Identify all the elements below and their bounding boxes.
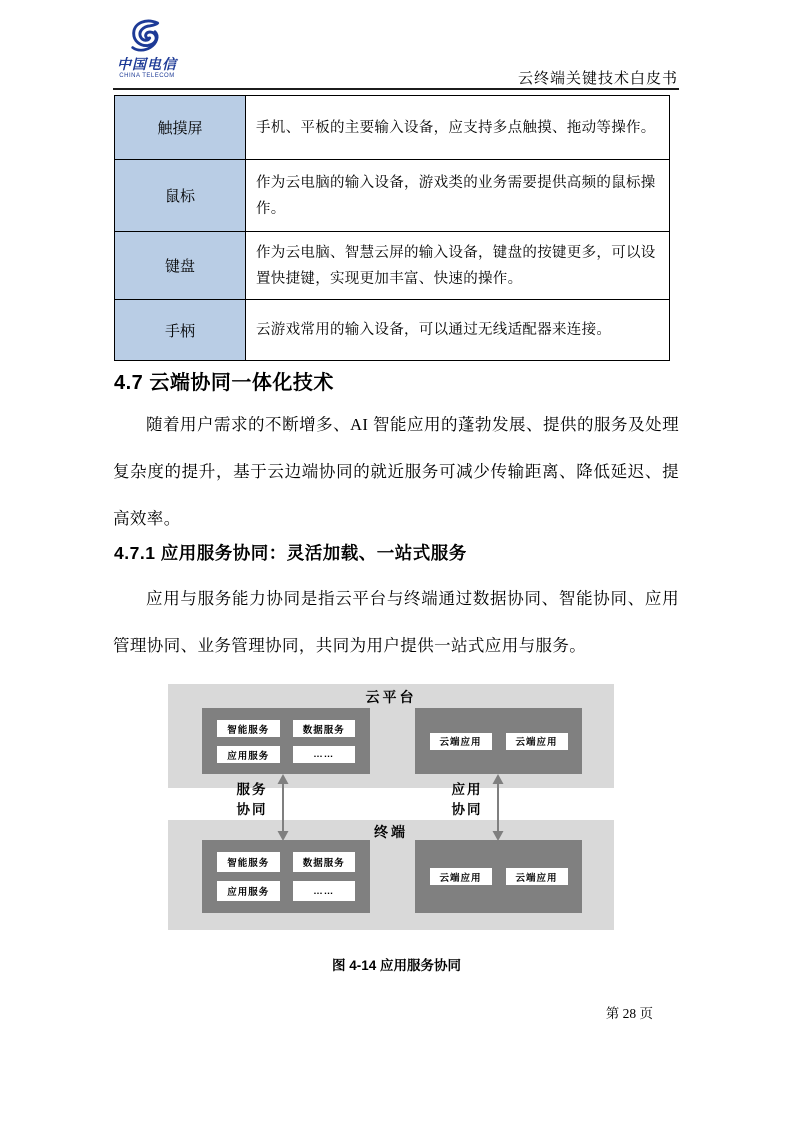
logo-brand-cn: 中国电信 <box>117 58 177 73</box>
cloud-platform-label: 云平台 <box>365 689 417 705</box>
service-chip: 数据服务 <box>293 852 356 872</box>
service-chip: 数据服务 <box>293 720 356 737</box>
app-collab-line1: 应用 <box>451 782 483 797</box>
service-chip: 应用服务 <box>217 881 280 901</box>
document-header-title: 云终端关键技术白皮书 <box>517 71 678 87</box>
page-number: 第 28 页 <box>605 1006 653 1021</box>
service-chip-ellipsis: …… <box>293 881 356 901</box>
section-4-7-1-paragraph: 应用与服务能力协同是指云平台与终端通过数据协同、智能协同、应用管理协同、业务管理协同，共同为用户提供一站式应用与服务。 <box>113 589 679 655</box>
figure-caption: 图 4-14 应用服务协同 <box>331 958 462 973</box>
device-term: 键盘 <box>115 232 246 300</box>
platform-service-box <box>202 708 370 774</box>
terminal-label: 终端 <box>374 824 408 840</box>
cloud-app-chip: 云端应用 <box>430 868 492 885</box>
table-row <box>115 96 670 160</box>
section-heading-4-7-1: 4.7.1 应用服务协同：灵活加载、一站式服务 <box>114 543 467 563</box>
table-row <box>115 300 670 361</box>
service-collab-label <box>228 780 276 820</box>
service-chip-ellipsis: …… <box>293 746 356 763</box>
cloud-app-chip: 云端应用 <box>506 733 568 750</box>
table-row <box>115 232 670 300</box>
terminal-app-box <box>415 840 582 913</box>
input-device-table <box>114 95 670 361</box>
section-4-7-paragraph: 随着用户需求的不断增多、AI 智能应用的蓬勃发展、提供的服务及处理复杂度的提升，基于云边端协同的就近服务可减少传输距离、降低延迟、提高效率。 <box>113 415 679 528</box>
platform-app-box <box>415 708 582 774</box>
cloud-app-chip: 云端应用 <box>430 733 492 750</box>
device-term: 手柄 <box>115 300 246 361</box>
service-collab-line2: 协同 <box>236 802 268 817</box>
service-chip: 应用服务 <box>217 746 280 763</box>
header-divider <box>113 88 679 90</box>
device-term: 触摸屏 <box>115 96 246 160</box>
app-collab-line2: 协同 <box>451 802 483 817</box>
device-desc: 作为云电脑的输入设备，游戏类的业务需要提供高频的鼠标操作。 <box>246 160 670 232</box>
service-collab-line1: 服务 <box>236 782 268 797</box>
app-collab-label <box>443 780 491 820</box>
device-desc: 云游戏常用的输入设备，可以通过无线适配器来连接。 <box>246 300 670 361</box>
terminal-service-box <box>202 840 370 913</box>
device-desc: 作为云电脑、智慧云屏的输入设备，键盘的按键更多，可以设置快捷键，实现更加丰富、快速的操作。 <box>246 232 670 300</box>
device-term: 鼠标 <box>115 160 246 232</box>
cloud-app-chip: 云端应用 <box>506 868 568 885</box>
device-desc: 手机、平板的主要输入设备，应支持多点触摸、拖动等操作。 <box>246 96 670 160</box>
section-heading-4-7: 4.7 云端协同一体化技术 <box>114 372 334 394</box>
logo-brand-en: CHINA TELECOM <box>119 73 175 79</box>
telecom-swirl-icon <box>130 18 164 58</box>
figure-4-14-diagram <box>168 684 614 930</box>
table-row <box>115 160 670 232</box>
china-telecom-logo <box>114 18 180 80</box>
service-chip: 智能服务 <box>217 720 280 737</box>
service-chip: 智能服务 <box>217 852 280 872</box>
